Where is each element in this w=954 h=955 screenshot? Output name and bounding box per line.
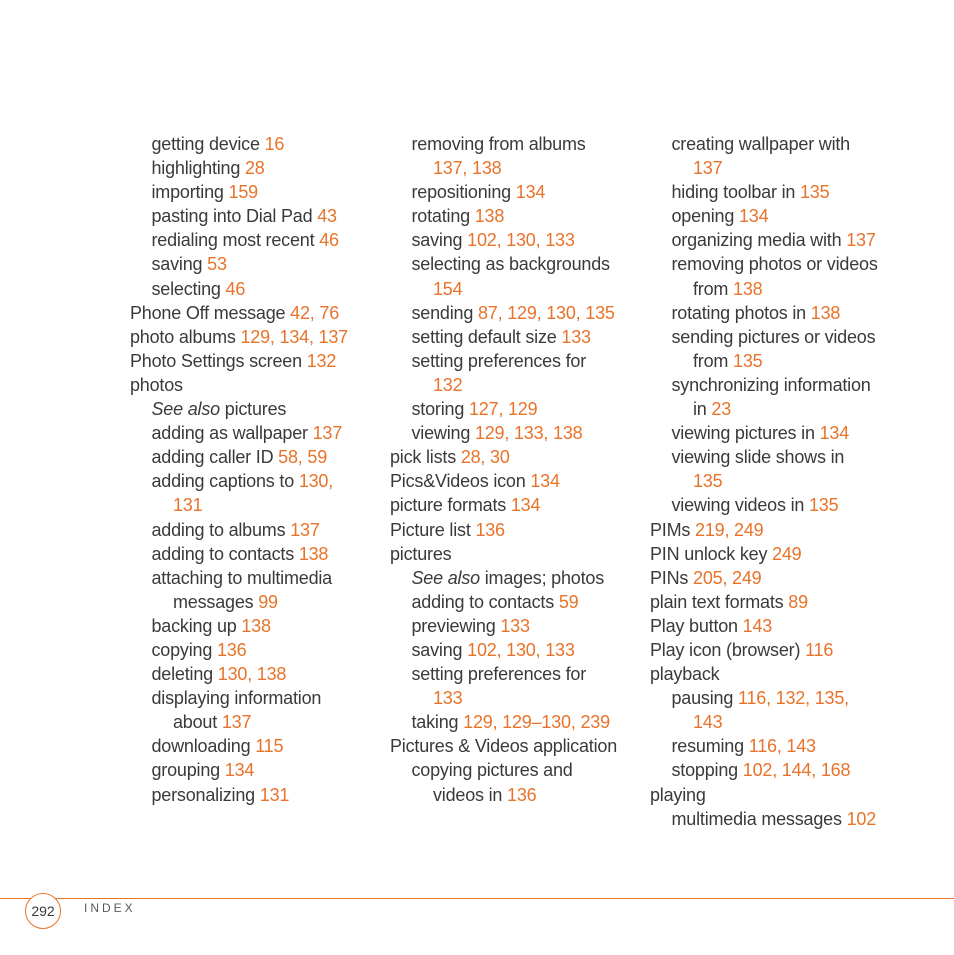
cross-reference-label: See also bbox=[151, 399, 220, 420]
entry-text: opening bbox=[671, 206, 739, 227]
page-reference-link[interactable]: 138 bbox=[733, 278, 763, 299]
entry-text: images; photos bbox=[479, 567, 605, 588]
index-subentry bbox=[390, 614, 650, 638]
entry-text: about bbox=[173, 712, 222, 733]
entry-text: sending bbox=[411, 302, 478, 323]
index-subentry bbox=[130, 686, 390, 710]
index-subentry bbox=[390, 638, 650, 662]
index-continuation bbox=[650, 397, 910, 421]
entry-text: copying bbox=[151, 639, 217, 660]
page-reference-link[interactable]: 137 bbox=[290, 519, 320, 540]
index-subentry bbox=[130, 204, 390, 228]
entry-text: stopping bbox=[671, 760, 743, 781]
entry-text: synchronizing information bbox=[671, 374, 871, 395]
page-reference-link[interactable]: 116, 143 bbox=[748, 736, 816, 757]
index-subentry bbox=[130, 421, 390, 445]
entry-text: attaching to multimedia bbox=[151, 567, 332, 588]
entry-text: plain text formats bbox=[650, 591, 789, 612]
page-reference-link[interactable]: 28 bbox=[244, 158, 265, 179]
index-subentry bbox=[390, 252, 650, 276]
entry-text: storing bbox=[411, 399, 469, 420]
page-reference-link[interactable]: 87, 129, 130, 135 bbox=[477, 302, 615, 323]
index-subentry bbox=[130, 132, 390, 156]
index-continuation bbox=[650, 277, 910, 301]
entry-text: setting default size bbox=[411, 326, 562, 347]
index-entry bbox=[650, 662, 910, 686]
index-subentry bbox=[130, 518, 390, 542]
entry-text: picture formats bbox=[390, 495, 511, 516]
page-reference-link[interactable]: 219, 249 bbox=[695, 519, 764, 540]
page-reference-link[interactable]: 28, 30 bbox=[460, 447, 510, 468]
entry-text: deleting bbox=[151, 664, 218, 685]
entry-text: saving bbox=[151, 254, 208, 275]
page-reference-link[interactable]: 133 bbox=[561, 326, 591, 347]
page-reference-link[interactable]: 23 bbox=[711, 399, 732, 420]
index-entry bbox=[390, 469, 650, 493]
entry-text: displaying information bbox=[151, 688, 322, 709]
index-subentry bbox=[650, 421, 910, 445]
page-reference-link[interactable]: 137 bbox=[693, 158, 723, 179]
page-reference-link[interactable]: 134 bbox=[738, 206, 769, 227]
index-subentry bbox=[130, 469, 390, 493]
page-reference-link[interactable]: 137 bbox=[221, 712, 252, 733]
section-label: INDEX bbox=[84, 901, 136, 915]
page-reference-link[interactable]: 137 bbox=[846, 230, 876, 251]
entry-text: saving bbox=[411, 230, 468, 251]
page-reference-link[interactable]: 131 bbox=[173, 495, 203, 516]
entry-text: Phone Off message bbox=[130, 302, 291, 323]
cross-reference-label: See also bbox=[411, 567, 480, 588]
entry-text: viewing slide shows in bbox=[671, 447, 845, 468]
entry-text: grouping bbox=[151, 760, 225, 781]
entry-text: from bbox=[693, 350, 734, 371]
page-reference-link[interactable]: 46 bbox=[319, 230, 339, 251]
index-entry bbox=[130, 325, 390, 349]
entry-text: PIN unlock key bbox=[650, 543, 773, 564]
entry-text: Pics&Videos icon bbox=[390, 471, 531, 492]
entry-text: adding to contacts bbox=[411, 591, 559, 612]
index-subentry bbox=[650, 493, 910, 517]
page-reference-link[interactable]: 138 bbox=[241, 615, 271, 636]
index-subentry bbox=[130, 734, 390, 758]
page-reference-link[interactable]: 135 bbox=[800, 182, 830, 203]
entry-text: adding to albums bbox=[151, 519, 291, 540]
index-column-3 bbox=[650, 132, 910, 831]
index-subentry bbox=[390, 710, 650, 734]
page-reference-link[interactable]: 133 bbox=[500, 615, 530, 636]
page-reference-link[interactable]: 154 bbox=[433, 278, 463, 299]
page-reference-link[interactable]: 134 bbox=[224, 760, 255, 781]
index-subentry bbox=[130, 445, 390, 469]
index-subentry bbox=[130, 566, 390, 590]
page-reference-link[interactable]: 131 bbox=[259, 784, 290, 805]
index-subentry bbox=[130, 542, 390, 566]
page-reference-link[interactable]: 138 bbox=[474, 206, 505, 227]
entry-text: viewing bbox=[411, 423, 475, 444]
entry-text: sending pictures or videos bbox=[671, 326, 876, 347]
index-entry bbox=[650, 638, 910, 662]
page-reference-link[interactable]: 46 bbox=[225, 278, 246, 299]
entry-text: taking bbox=[411, 712, 464, 733]
index-entry bbox=[130, 373, 390, 397]
page-reference-link[interactable]: 143 bbox=[742, 615, 773, 636]
entry-text: Photo Settings screen bbox=[130, 350, 307, 371]
page-reference-link[interactable]: 137 bbox=[312, 423, 343, 444]
index-subentry bbox=[650, 301, 910, 325]
entry-text: viewing videos in bbox=[671, 495, 809, 516]
page-reference-link[interactable]: 135 bbox=[733, 350, 763, 371]
entry-text: selecting bbox=[151, 278, 226, 299]
entry-text: highlighting bbox=[151, 158, 245, 179]
entry-text: pictures bbox=[390, 543, 452, 564]
page-reference-link[interactable]: 136 bbox=[216, 639, 247, 660]
page-reference-link[interactable]: 205, 249 bbox=[693, 567, 762, 588]
index-subentry bbox=[390, 132, 650, 156]
index-continuation bbox=[390, 686, 650, 710]
page-reference-link[interactable]: 16 bbox=[264, 134, 285, 154]
index-subentry bbox=[390, 397, 650, 421]
page-reference-link[interactable]: 127, 129 bbox=[468, 399, 538, 420]
page-reference-link[interactable]: 159 bbox=[228, 182, 258, 203]
index-column-2 bbox=[390, 132, 650, 807]
index-continuation bbox=[130, 493, 390, 517]
index-continuation bbox=[390, 156, 650, 180]
page-reference-link[interactable]: 136 bbox=[507, 784, 537, 805]
page-reference-link[interactable]: 58, 59 bbox=[278, 447, 328, 468]
page-reference-link[interactable]: 136 bbox=[475, 519, 505, 540]
entry-text: from bbox=[693, 278, 734, 299]
index-subentry bbox=[390, 325, 650, 349]
index-entry bbox=[390, 445, 650, 469]
page-reference-link[interactable]: 102, 130, 133 bbox=[467, 230, 575, 251]
index-entry bbox=[390, 734, 650, 758]
entry-text: downloading bbox=[151, 736, 256, 757]
index-subentry bbox=[650, 807, 910, 831]
index-entry bbox=[390, 542, 650, 566]
page-reference-link[interactable]: 134 bbox=[819, 423, 850, 444]
page-reference-link[interactable]: 129, 133, 138 bbox=[474, 423, 583, 444]
page-reference-link[interactable]: 138 bbox=[298, 543, 329, 564]
index-entry bbox=[390, 493, 650, 517]
index-subentry bbox=[390, 180, 650, 204]
page-reference-link[interactable]: 99 bbox=[258, 591, 278, 612]
index-subentry bbox=[650, 180, 910, 204]
index-entry bbox=[130, 301, 390, 325]
entry-text: pictures bbox=[219, 399, 287, 420]
entry-text: multimedia messages bbox=[671, 808, 847, 829]
entry-text: pasting into Dial Pad bbox=[151, 206, 318, 227]
index-subentry bbox=[390, 301, 650, 325]
index-subentry bbox=[390, 204, 650, 228]
index-subentry bbox=[130, 252, 390, 276]
entry-text: rotating photos in bbox=[671, 302, 811, 323]
page-reference-link[interactable]: 137, 138 bbox=[433, 158, 502, 179]
entry-text: pick lists bbox=[390, 447, 461, 468]
index-subentry bbox=[390, 662, 650, 686]
index-entry bbox=[650, 590, 910, 614]
index-subentry bbox=[650, 373, 910, 397]
entry-text: creating wallpaper with bbox=[671, 134, 850, 154]
entry-text: messages bbox=[173, 591, 259, 612]
page-reference-link[interactable]: 102, 144, 168 bbox=[742, 760, 851, 781]
entry-text: organizing media with bbox=[671, 230, 847, 251]
page-reference-link[interactable]: 249 bbox=[772, 543, 802, 564]
entry-text: removing from albums bbox=[411, 134, 586, 154]
index-subentry bbox=[130, 228, 390, 252]
index-continuation bbox=[650, 156, 910, 180]
entry-text: backing up bbox=[151, 615, 242, 636]
entry-text: photo albums bbox=[130, 326, 241, 347]
index-subentry bbox=[130, 156, 390, 180]
index-entry bbox=[650, 614, 910, 638]
entry-text: videos in bbox=[433, 784, 508, 805]
index-subentry bbox=[390, 349, 650, 373]
index-subentry bbox=[130, 397, 390, 421]
index-subentry bbox=[650, 734, 910, 758]
index-subentry bbox=[130, 180, 390, 204]
index-subentry bbox=[650, 445, 910, 469]
entry-text: saving bbox=[411, 639, 468, 660]
entry-text: rotating bbox=[411, 206, 475, 227]
entry-text: adding to contacts bbox=[151, 543, 299, 564]
index-entry bbox=[650, 518, 910, 542]
page-reference-link[interactable]: 132 bbox=[433, 374, 463, 395]
index-entry bbox=[650, 783, 910, 807]
entry-text: setting preferences for bbox=[411, 664, 586, 685]
page-reference-link[interactable]: 129, 134, 137 bbox=[240, 326, 348, 347]
page-reference-link[interactable]: 130, 138 bbox=[217, 664, 287, 685]
entry-text: Play button bbox=[650, 615, 743, 636]
index-continuation bbox=[130, 590, 390, 614]
page-reference-link[interactable]: 42, 76 bbox=[290, 302, 340, 323]
entry-text: repositioning bbox=[411, 182, 516, 203]
entry-text: playback bbox=[650, 664, 720, 685]
page-reference-link[interactable]: 143 bbox=[693, 712, 723, 733]
entry-text: Pictures & Videos application bbox=[390, 736, 618, 757]
page-reference-link[interactable]: 102 bbox=[846, 808, 877, 829]
index-subentry bbox=[130, 758, 390, 782]
index-subentry bbox=[130, 783, 390, 807]
page-reference-link[interactable]: 134 bbox=[515, 182, 546, 203]
entry-text: hiding toolbar in bbox=[671, 182, 800, 203]
page-reference-link[interactable]: 43 bbox=[317, 206, 337, 227]
page-reference-link[interactable]: 129, 129–130, 239 bbox=[463, 712, 610, 733]
index-subentry bbox=[130, 614, 390, 638]
index-continuation bbox=[130, 710, 390, 734]
page-reference-link[interactable]: 133 bbox=[433, 688, 463, 709]
page-reference-link[interactable]: 59 bbox=[558, 591, 579, 612]
page-reference-link[interactable]: 116, 132, 135, bbox=[737, 688, 849, 709]
index-entry bbox=[650, 566, 910, 590]
entry-text: pausing bbox=[671, 688, 738, 709]
index-subentry bbox=[130, 638, 390, 662]
entry-text: setting preferences for bbox=[411, 350, 586, 371]
entry-text: playing bbox=[650, 784, 706, 805]
index-subentry bbox=[650, 228, 910, 252]
index-continuation bbox=[390, 277, 650, 301]
index-continuation bbox=[390, 373, 650, 397]
index-subentry bbox=[650, 204, 910, 228]
entry-text: importing bbox=[151, 182, 229, 203]
index-subentry bbox=[650, 252, 910, 276]
page-reference-link[interactable]: 115 bbox=[255, 736, 284, 757]
entry-text: adding captions to bbox=[151, 471, 299, 492]
page-reference-link[interactable]: 132 bbox=[306, 350, 337, 371]
entry-text: Play icon (browser) bbox=[650, 639, 806, 660]
index-entry bbox=[390, 518, 650, 542]
footer-rule bbox=[0, 898, 954, 955]
index-subentry bbox=[390, 566, 650, 590]
entry-text: in bbox=[693, 399, 712, 420]
index-continuation bbox=[650, 349, 910, 373]
page-reference-link[interactable]: 116 bbox=[805, 639, 834, 660]
index-subentry bbox=[390, 758, 650, 782]
entry-text: PIMs bbox=[650, 519, 696, 540]
index-continuation bbox=[650, 710, 910, 734]
page-reference-link[interactable]: 134 bbox=[510, 495, 541, 516]
index-subentry bbox=[650, 132, 910, 156]
entry-text: adding as wallpaper bbox=[151, 423, 313, 444]
page-reference-link[interactable]: 135 bbox=[693, 471, 723, 492]
index-continuation bbox=[650, 469, 910, 493]
entry-text: resuming bbox=[671, 736, 749, 757]
page-reference-link[interactable]: 53 bbox=[207, 254, 227, 275]
index-entry bbox=[650, 542, 910, 566]
page-reference-link[interactable]: 135 bbox=[808, 495, 839, 516]
entry-text: personalizing bbox=[151, 784, 260, 805]
entry-text: copying pictures and bbox=[411, 760, 573, 781]
index-subentry bbox=[390, 228, 650, 252]
index-subentry bbox=[390, 590, 650, 614]
index-entry bbox=[130, 349, 390, 373]
entry-text: photos bbox=[130, 374, 183, 395]
index-column-1 bbox=[130, 132, 390, 807]
index-subentry bbox=[650, 758, 910, 782]
page-reference-link[interactable]: 102, 130, 133 bbox=[467, 639, 575, 660]
entry-text: previewing bbox=[411, 615, 501, 636]
entry-text: Picture list bbox=[390, 519, 476, 540]
index-subentry bbox=[650, 686, 910, 710]
index-subentry bbox=[130, 662, 390, 686]
page-reference-link[interactable]: 89 bbox=[788, 591, 808, 612]
page-reference-link[interactable]: 134 bbox=[530, 471, 560, 492]
page-number: 292 bbox=[25, 893, 61, 929]
entry-text: redialing most recent bbox=[151, 230, 320, 251]
page-reference-link[interactable]: 138 bbox=[810, 302, 841, 323]
entry-text: selecting as backgrounds bbox=[411, 254, 610, 275]
index-subentry bbox=[390, 421, 650, 445]
entry-text: getting device bbox=[151, 134, 265, 154]
index-subentry bbox=[650, 325, 910, 349]
entry-text: removing photos or videos bbox=[671, 254, 878, 275]
index-subentry bbox=[130, 277, 390, 301]
entry-text: viewing pictures in bbox=[671, 423, 820, 444]
page-reference-link[interactable]: 130, bbox=[298, 471, 334, 492]
entry-text: adding caller ID bbox=[151, 447, 279, 468]
index-continuation bbox=[390, 783, 650, 807]
entry-text: PINs bbox=[650, 567, 694, 588]
